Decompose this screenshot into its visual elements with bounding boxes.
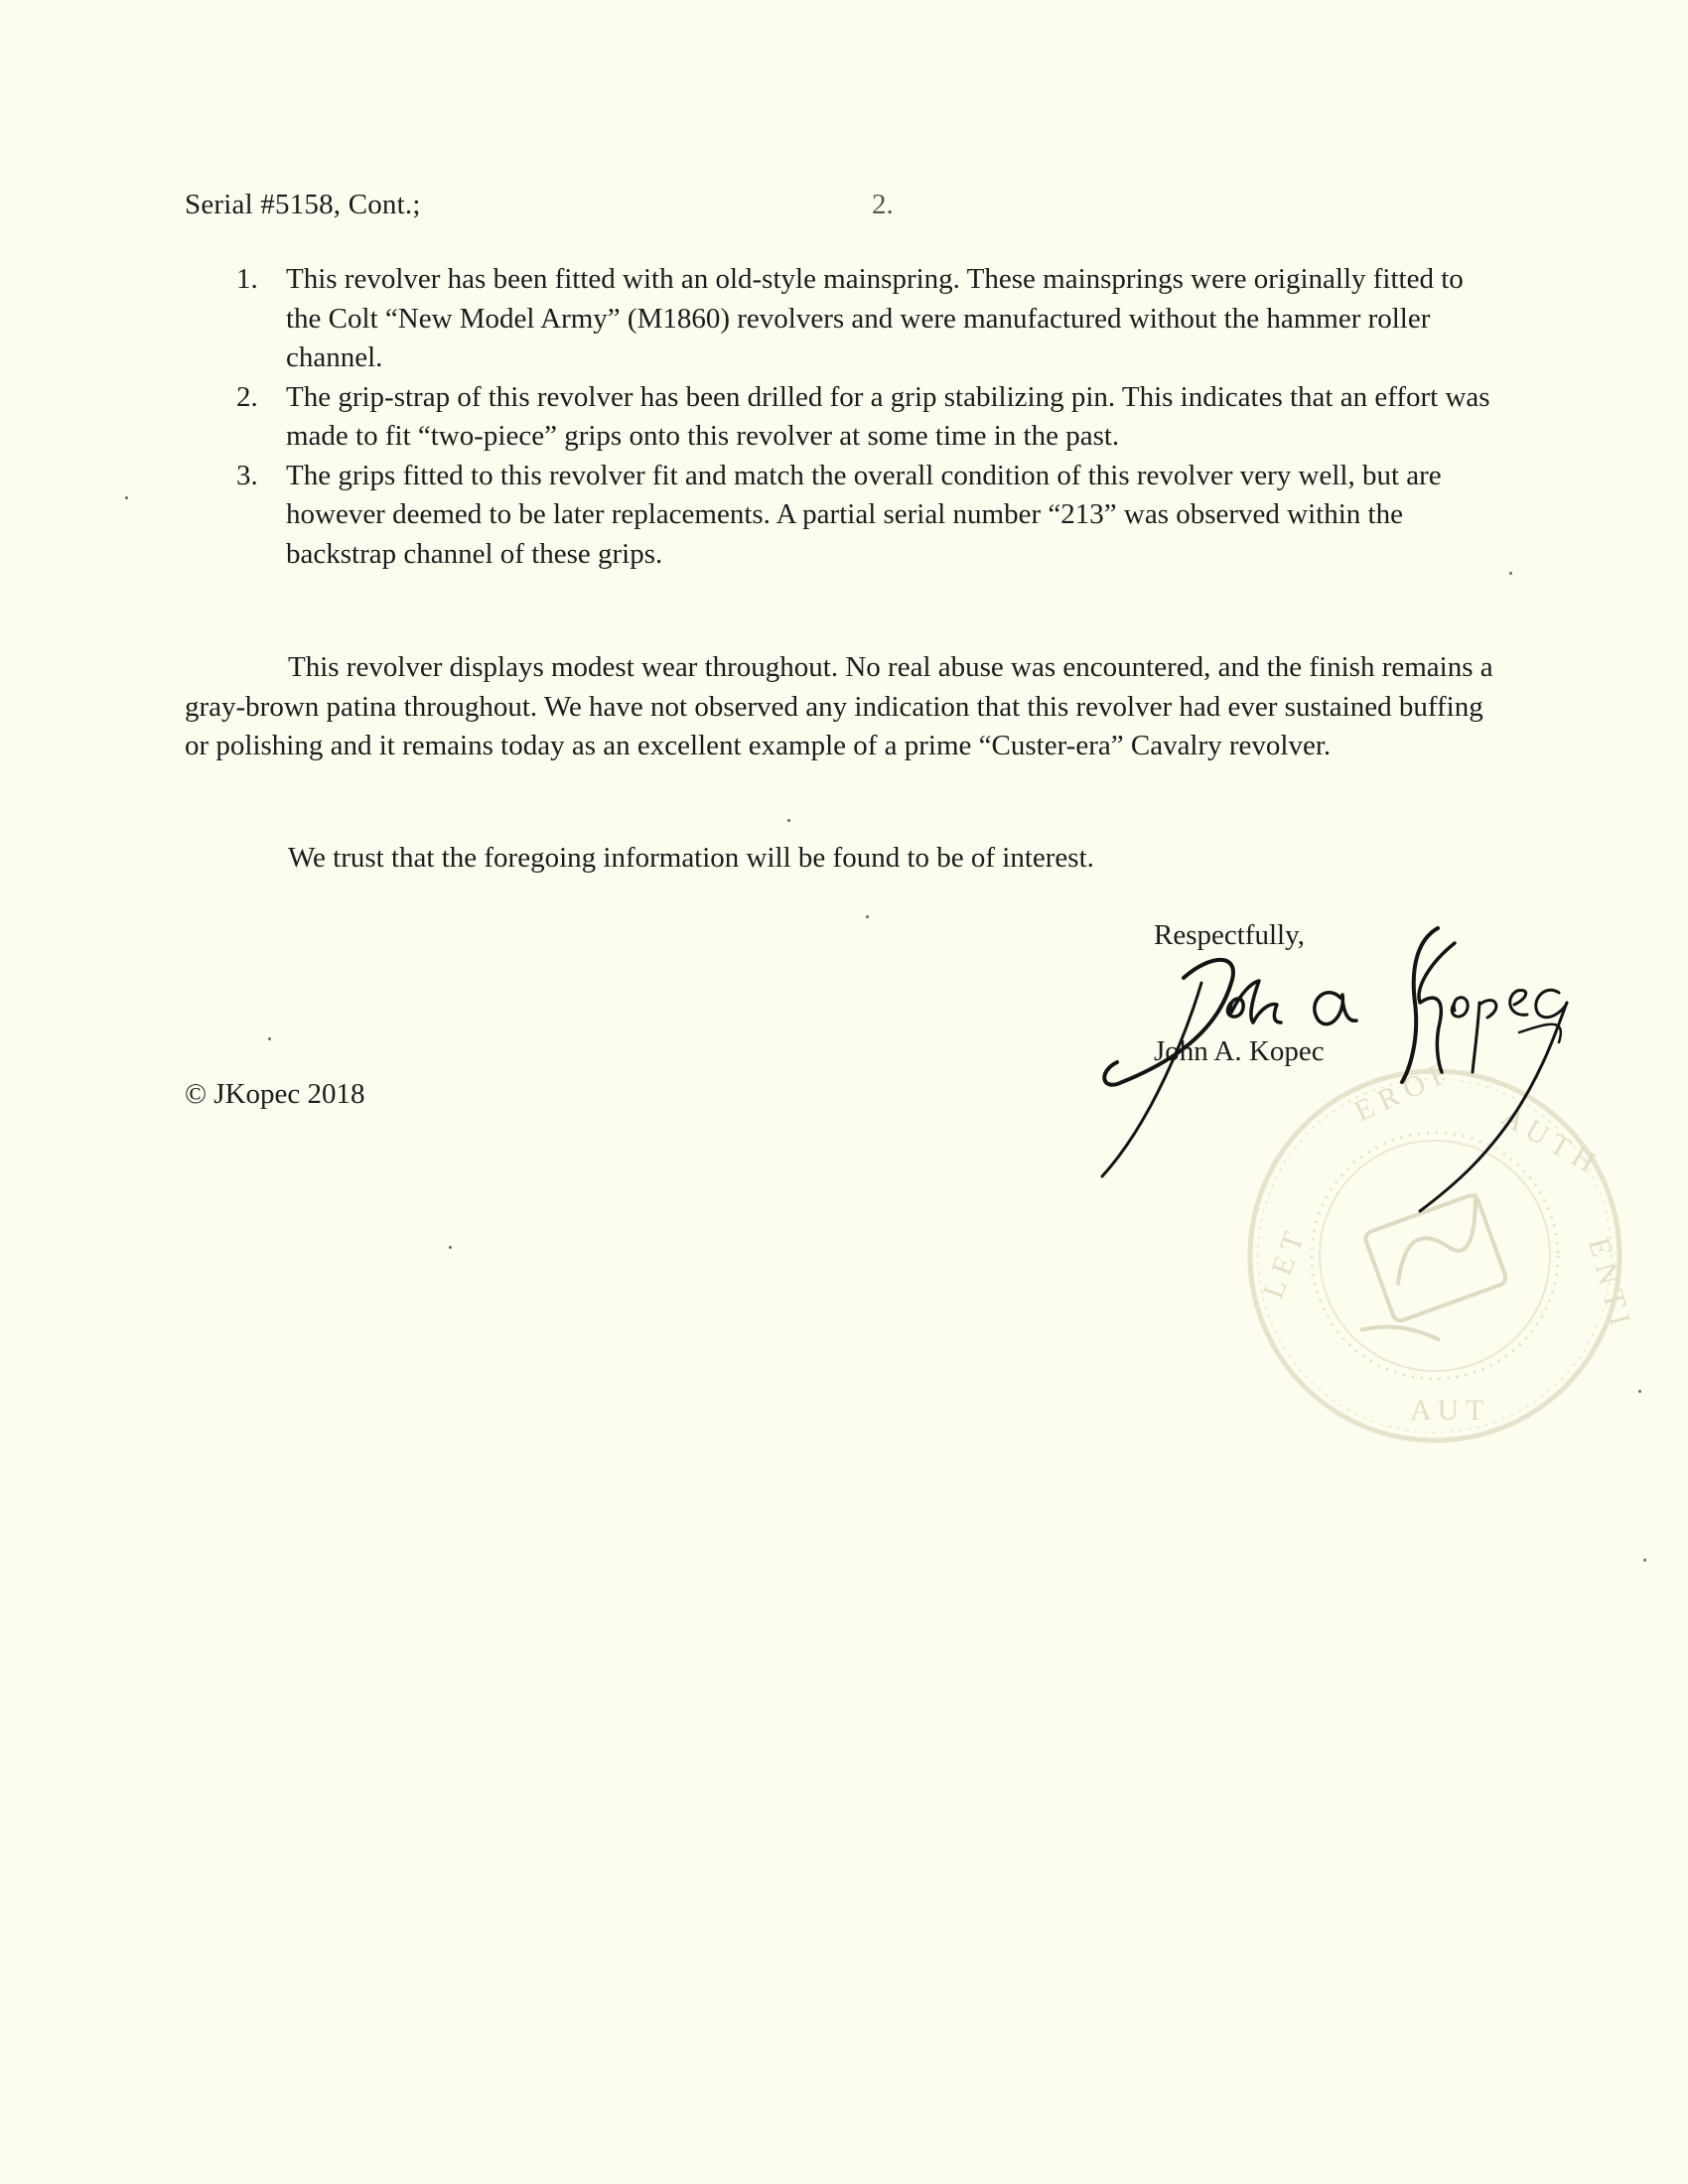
list-item (185, 378, 1495, 457)
scan-speck (1509, 572, 1512, 575)
list-item-number: 2. (236, 380, 258, 413)
svg-text:A U T H: A U T H (1495, 1099, 1602, 1179)
list-item-text: The grip-strap of this revolver has been drilled for a grip stabilizing pin. This indicates that an effort was made to fit “two-piece” grips onto this revolver at some time in the past. (286, 380, 1490, 452)
salutation: Respectfully, (1154, 919, 1305, 951)
handwritten-signature-icon (1092, 923, 1569, 1211)
list-item (185, 260, 1495, 378)
scan-speck (866, 915, 869, 918)
scan-speck (1638, 1390, 1641, 1393)
svg-text:E N T I: E N T I (1582, 1234, 1637, 1329)
observations-list (185, 260, 1495, 574)
page-number: 2. (872, 189, 894, 220)
signer-name: John A. Kopec (1154, 1035, 1325, 1067)
svg-text:E R O F: E R O F (1349, 1056, 1453, 1129)
list-item-text: This revolver has been fitted with an old-style mainspring. These mainsprings were originally fitted to the Colt “New Model Army” (M1860) revolvers and were manufactured without the hammer roller channel. (286, 263, 1464, 373)
list-item (185, 457, 1495, 575)
closing-line: We trust that the foregoing information will be found to be of interest. (288, 842, 1094, 874)
list-item-number: 1. (236, 263, 258, 295)
list-item-number: 3. (236, 459, 258, 491)
scan-speck (268, 1037, 271, 1040)
serial-heading: Serial #5158, Cont.; (185, 189, 421, 220)
svg-text:L E T: L E T (1256, 1227, 1311, 1303)
copyright-notice: © JKopec 2018 (185, 1078, 365, 1110)
condition-paragraph: This revolver displays modest wear throughout. No real abuse was encountered, and the finish remains a gray-brown patina throughout. We have not observed any indication that this revolver had ever sustained buffing or polishing and it remains today as an excellent example of a prime “Custer-era” Cavalry revolver. (185, 651, 1493, 761)
scan-speck (449, 1246, 452, 1249)
scan-speck (125, 496, 128, 499)
scan-speck (787, 819, 790, 822)
list-item-text: The grips fitted to this revolver fit and match the overall condition of this revolver very well, but are however deemed to be later replacements. A partial serial number “213” was observed within the backstrap channel of these grips. (286, 459, 1442, 570)
svg-text:A U T: A U T (1410, 1394, 1484, 1427)
scan-speck (1643, 1559, 1646, 1562)
